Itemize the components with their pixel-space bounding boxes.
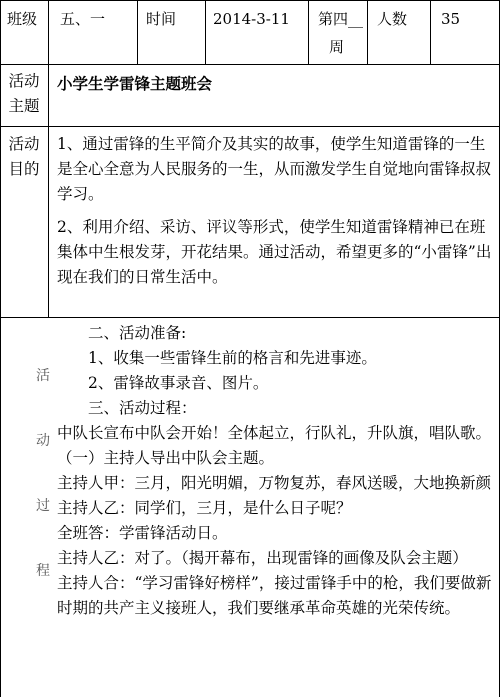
- week-value-line2: 周: [329, 38, 345, 56]
- table-border-left: [0, 0, 1, 697]
- theme-label: [5, 69, 43, 119]
- week-value-line1: 第四__: [318, 10, 364, 28]
- column-divider-class: [137, 0, 138, 64]
- process-line-2: （一）主持人导出中队会主题。: [57, 449, 275, 467]
- process-line-6: 主持人乙：对了。（揭开幕布，出现雷锋的画像及队会主题）: [57, 549, 468, 567]
- time-label: 时间: [146, 10, 177, 28]
- count-label: 人数: [377, 10, 408, 28]
- purpose-paragraph-2: 2、利用介绍、采访、评议等形式，使学生知道雷锋精神已在班集体中生根发芽，开花结果。通过活动，希望更多的“小雷锋”出现在我们的日常生活中。: [57, 218, 492, 286]
- process-line-3: 主持人甲：三月，阳光明媚，万物复苏，春风送暖，大地换新颜: [57, 474, 492, 492]
- row-divider-header: [0, 64, 500, 65]
- column-divider-label: [48, 0, 49, 317]
- row-divider-purpose: [0, 317, 500, 318]
- row-divider-theme: [0, 126, 500, 127]
- process-label-char-1: 活: [36, 368, 50, 384]
- column-divider-count-label: [430, 0, 431, 64]
- table-border-top: [0, 0, 500, 1]
- theme-value: 小学生学雷锋主题班会: [57, 74, 213, 93]
- prep-item-1: 1、收集一些雷锋生前的格言和先进事迹。: [88, 349, 377, 367]
- process-line-5: 全班答：学雷锋活动日。: [57, 524, 228, 542]
- purpose-label-line1: 活动: [8, 135, 40, 153]
- purpose-label-line2: 目的: [8, 160, 40, 178]
- prep-heading: 二、活动准备:: [88, 324, 187, 342]
- column-divider-time-value: [308, 0, 309, 64]
- process-preparation: [88, 321, 488, 421]
- process-label-char-3: 过: [36, 498, 50, 514]
- class-label: 班级: [7, 10, 38, 28]
- process-line-7: 主持人合：“学习雷锋好榜样”，接过雷锋手中的枪，我们要做新时期的共产主义接班人，我们要继承革命英雄的光荣传统。: [57, 574, 492, 617]
- process-line-4: 主持人乙：同学们，三月，是什么日子呢？: [57, 499, 352, 517]
- count-value: 35: [441, 10, 461, 28]
- process-content: [57, 421, 494, 621]
- purpose-paragraph-1: 1、通过雷锋的生平简介及其实的故事，使学生知道雷锋的一生是全心全意为人民服务的一生，从而激发学生自觉地向雷锋叔叔学习。: [57, 135, 492, 203]
- process-label-char-2: 动: [36, 433, 50, 449]
- column-divider-time-label: [205, 0, 206, 64]
- time-value: 2014-3-11: [213, 10, 290, 28]
- class-value: 五、一: [60, 10, 106, 28]
- theme-label-line1: 活动: [8, 72, 40, 90]
- prep-item-2: 2、雷锋故事录音、图片。: [88, 374, 269, 392]
- process-heading: 三、活动过程：: [88, 399, 197, 417]
- purpose-content: [57, 132, 494, 290]
- process-label-char-4: 程: [36, 563, 50, 579]
- column-divider-week: [367, 0, 368, 64]
- purpose-label: [5, 132, 43, 182]
- theme-label-line2: 主题: [8, 97, 40, 115]
- process-line-1: 中队长宣布中队会开始！全体起立，行队礼，升队旗，唱队歌。: [57, 424, 492, 442]
